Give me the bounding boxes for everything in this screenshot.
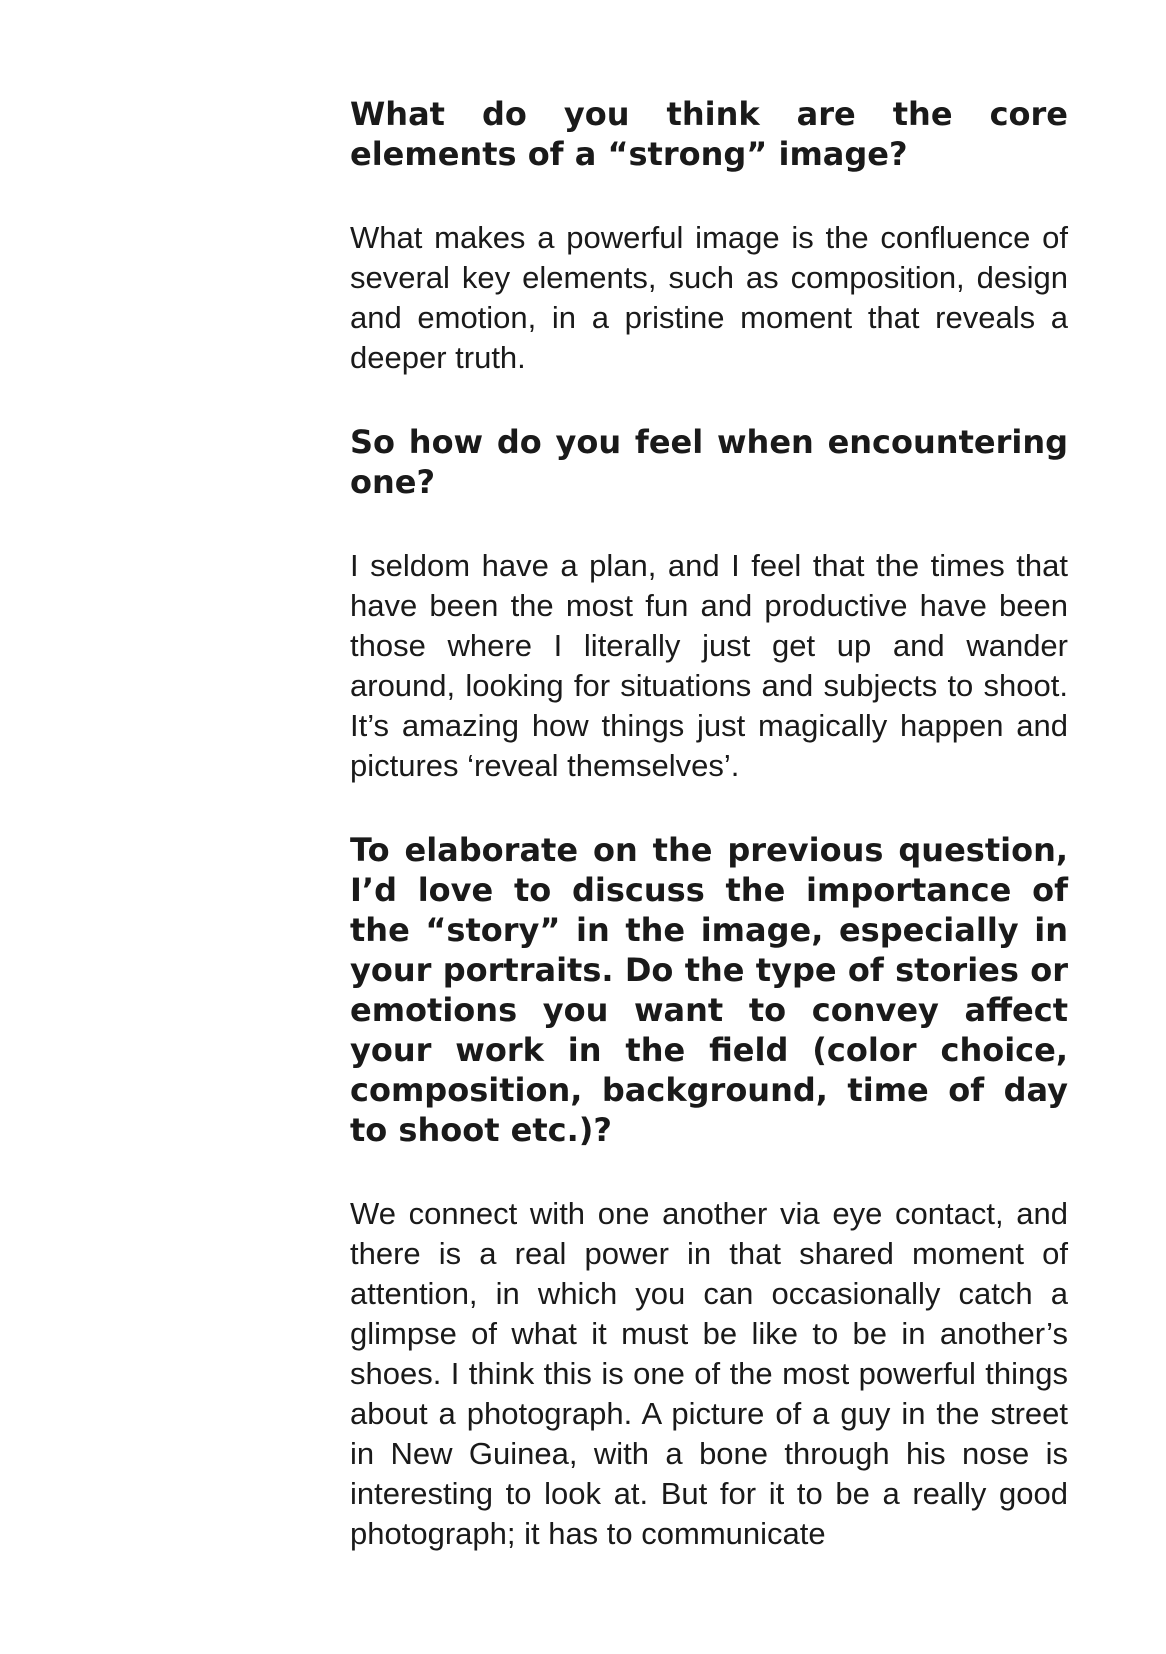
answer-3: We connect with one another via eye contact, and there is a real power in that shared moment of attention, in which you can occasionally catch a glimpse of what it must be like to be in another’s shoes. I think this is one of the most powerful things about a photograph. A picture of a guy in the street in New Guinea, with a bone through his nose is interesting to look at. But for it to be a really good photograph; it has to communicate [350,1196,1068,1551]
answer-1: What makes a powerful image is the confluence of several key elements, such as composition, design and emotion, in a pristine moment that reveals a deeper truth. [350,220,1068,375]
text-column [350,94,1068,1554]
question-3: To elaborate on the previous question, I’d love to discuss the importance of the “story” in the image, especially in your portraits. Do the type of stories or emotions you want to convey affect your work in the field (color choice, composition, background, time of day to shoot etc.)? [350,831,1068,1149]
question-1: What do you think are the core elements of a “strong” image? [350,95,1068,173]
answer-2: I seldom have a plan, and I feel that the times that have been the most fun and productive have been those where I literally just get up and wander around, looking for situations and subjects to shoot. It’s amazing how things just magically happen and pictures ‘reveal themselves’. [350,548,1068,783]
question-2: So how do you feel when encountering one? [350,423,1068,501]
